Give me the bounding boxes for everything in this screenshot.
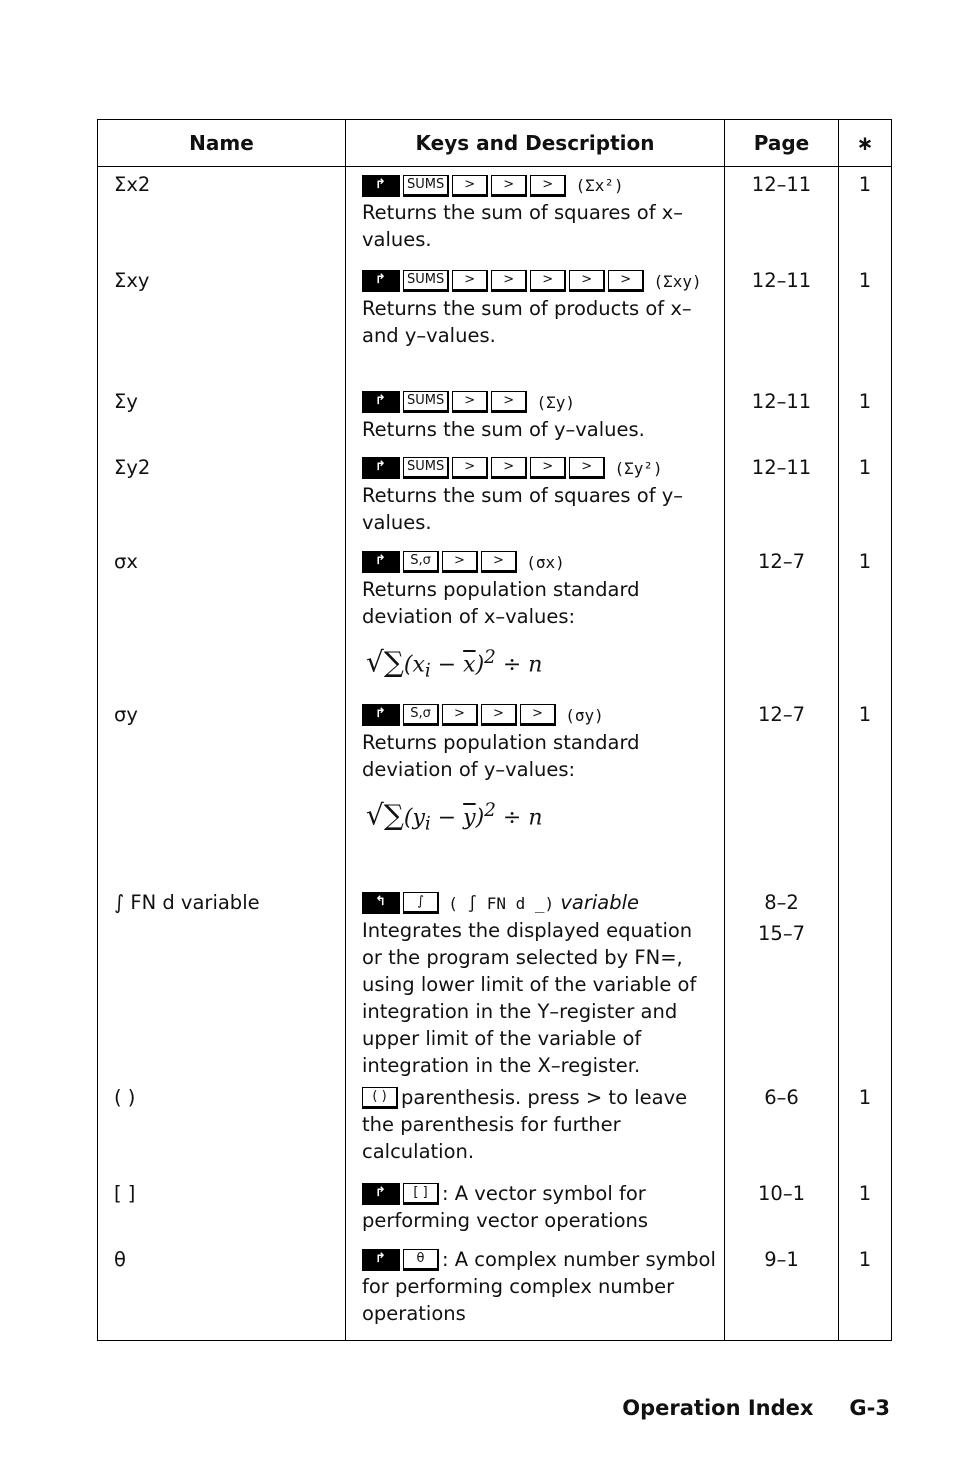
formula-mean: $\overline{y}$ xyxy=(463,804,476,830)
operation-description: Returns the sum of products of x–and y–values. xyxy=(362,296,692,347)
key-sequence xyxy=(362,267,716,295)
calculator-key: SUMS xyxy=(403,457,449,479)
calculator-key: > xyxy=(452,457,488,479)
operation-name-cell xyxy=(98,544,346,697)
operation-description: Returns the sum of y–values. xyxy=(362,417,645,441)
page-reference: 6–6 xyxy=(764,1085,799,1109)
operation-name-cell xyxy=(98,1176,346,1242)
header-star: ∗ xyxy=(839,120,892,167)
star-note: 1 xyxy=(858,173,872,196)
calculator-key: > xyxy=(491,175,527,197)
shift-key: ↱ xyxy=(362,391,400,413)
table-row xyxy=(98,1176,892,1242)
square-root-sigma-symbol: √∑ xyxy=(366,644,404,678)
calculator-key: > xyxy=(491,270,527,292)
calculator-key: > xyxy=(491,457,527,479)
deviation-formula: $√\sum(y_i - \overline{y})^2 \div n$ xyxy=(366,797,543,835)
operation-description: Returns population standard deviation of x–values: xyxy=(362,577,640,628)
operation-name: θ xyxy=(114,1247,126,1271)
operation-description: : A vector symbol for performing vector operations xyxy=(362,1181,649,1232)
page-reference: 9–1 xyxy=(764,1247,799,1271)
display-readout: (Σxy) xyxy=(653,271,702,291)
operation-name-cell xyxy=(98,869,346,1080)
key-sequence xyxy=(362,548,716,576)
star-note: 1 xyxy=(858,1085,872,1109)
operation-name-cell xyxy=(98,384,346,450)
formula-mean: $\overline{x}$ xyxy=(463,651,476,677)
display-readout: (σx) xyxy=(526,552,565,572)
star-note-cell xyxy=(839,1242,892,1341)
calculator-key: > xyxy=(452,175,488,197)
page-reference-cell xyxy=(725,450,839,544)
page-reference: 12–11 xyxy=(751,455,812,479)
key-sequence xyxy=(362,1086,401,1109)
calculator-key: > xyxy=(481,704,517,726)
formula-divide: ÷ xyxy=(502,804,522,830)
key-sequence xyxy=(362,701,716,729)
display-readout: ( ∫ FN d _) xyxy=(448,893,555,913)
calculator-key: > xyxy=(608,270,644,292)
formula-variable: y xyxy=(412,804,425,830)
table-row xyxy=(98,1242,892,1341)
operation-name-cell xyxy=(98,167,346,263)
operation-description: parenthesis. press > to leave the parenthesis for further calculation. xyxy=(362,1085,688,1163)
operation-name: ( ) xyxy=(114,1085,136,1109)
operation-name: Σx2 xyxy=(114,173,151,196)
operation-index-table xyxy=(97,119,892,1341)
operation-name: σy xyxy=(114,702,138,726)
operation-description: Returns population standard deviation of y–values: xyxy=(362,730,640,781)
calculator-key: S,σ xyxy=(403,551,439,573)
keys-description-cell xyxy=(346,1080,725,1176)
keys-description-cell xyxy=(346,384,725,450)
page-footer xyxy=(622,1396,890,1420)
operation-name: σx xyxy=(114,549,138,573)
keys-description-cell xyxy=(346,697,725,869)
table-row xyxy=(98,1080,892,1176)
keys-description-cell xyxy=(346,167,725,263)
display-readout: (Σx²) xyxy=(575,176,624,195)
table-row xyxy=(98,450,892,544)
calculator-key: > xyxy=(481,551,517,573)
calculator-key: ∫ xyxy=(403,892,439,914)
square-root-sigma-symbol: √∑ xyxy=(366,797,404,831)
star-note-cell xyxy=(839,697,892,869)
shift-key: ↱ xyxy=(362,457,400,479)
calculator-key: [ ] xyxy=(403,1183,439,1205)
formula-subscript: i xyxy=(424,660,431,682)
shift-key: ↱ xyxy=(362,175,400,197)
keys-description-cell xyxy=(346,544,725,697)
star-note-cell xyxy=(839,167,892,263)
keys-description-cell xyxy=(346,869,725,1080)
footer-section-title: Operation Index xyxy=(622,1396,814,1420)
calculator-key: > xyxy=(569,270,605,292)
key-sequence xyxy=(362,454,716,482)
operation-description: Returns the sum of squares of y–values. xyxy=(362,483,684,534)
calculator-key: > xyxy=(442,704,478,726)
header-name: Name xyxy=(98,120,346,167)
calculator-key: > xyxy=(530,270,566,292)
calculator-key: > xyxy=(452,270,488,292)
keys-description-cell xyxy=(346,1176,725,1242)
table-row xyxy=(98,263,892,384)
page-reference: 15–7 xyxy=(758,921,805,945)
key-sequence xyxy=(362,388,716,416)
calculator-key: > xyxy=(452,391,488,413)
page-reference-cell xyxy=(725,167,839,263)
star-note: 1 xyxy=(858,1247,872,1271)
star-note: 1 xyxy=(858,1181,872,1205)
shift-key: ↱ xyxy=(362,704,400,726)
table-row xyxy=(98,697,892,869)
page-reference: 8–2 xyxy=(764,890,799,914)
header-keys-description: Keys and Description xyxy=(346,120,725,167)
display-readout: (σy) xyxy=(565,705,604,725)
operation-name: Σy2 xyxy=(114,455,151,479)
operation-name-cell xyxy=(98,263,346,384)
operation-name-cell xyxy=(98,697,346,869)
operation-description: Integrates the displayed equation or the program selected by FN=, using lower limit of the variable of integration in the Y–register and upper limit of the variable of integration in the X–register. xyxy=(362,918,697,1077)
deviation-formula: $√\sum(x_i - \overline{x})^2 \div n$ xyxy=(366,644,543,682)
page-reference-cell xyxy=(725,544,839,697)
key-sequence xyxy=(362,889,716,917)
shift-key: ↰ xyxy=(362,892,400,914)
keys-description-cell xyxy=(346,450,725,544)
page-reference: 12–7 xyxy=(758,702,805,726)
star-note-cell xyxy=(839,263,892,384)
page-reference: 12–11 xyxy=(751,268,812,292)
display-readout: (Σy²) xyxy=(614,458,663,478)
shift-key: ↱ xyxy=(362,1249,400,1271)
calculator-key: > xyxy=(569,457,605,479)
formula-variable: x xyxy=(412,651,425,677)
formula-exponent: 2 xyxy=(484,799,496,821)
table-header-row xyxy=(98,120,892,167)
page-reference-cell xyxy=(725,869,839,1080)
shift-key: ↱ xyxy=(362,270,400,292)
calculator-key: SUMS xyxy=(403,270,449,292)
keys-description-cell xyxy=(346,263,725,384)
calculator-key: > xyxy=(520,704,556,726)
key-sequence xyxy=(362,1182,442,1205)
display-suffix: variable xyxy=(560,890,640,914)
page-reference-cell xyxy=(725,1176,839,1242)
key-sequence xyxy=(362,1248,442,1271)
footer-page-number: G-3 xyxy=(849,1396,890,1420)
calculator-key: S,σ xyxy=(403,704,439,726)
calculator-key: θ xyxy=(403,1249,439,1271)
star-note: 1 xyxy=(858,268,872,292)
formula-divide: ÷ xyxy=(502,651,522,677)
star-note: 1 xyxy=(858,455,872,479)
operation-description: Returns the sum of squares of x–values. xyxy=(362,201,684,251)
page-reference: 10–1 xyxy=(758,1181,805,1205)
page-reference-cell xyxy=(725,384,839,450)
page-reference-cell xyxy=(725,1242,839,1341)
star-note: 1 xyxy=(858,702,872,726)
operation-name: ∫ FN d variable xyxy=(114,890,260,914)
page-reference-cell xyxy=(725,1080,839,1176)
star-note: 1 xyxy=(858,549,872,573)
calculator-key: > xyxy=(442,551,478,573)
shift-key: ↱ xyxy=(362,551,400,573)
page-reference: 12–11 xyxy=(751,173,812,196)
calculator-key: > xyxy=(530,457,566,479)
operation-description: : A complex number symbol for performing complex number operations xyxy=(362,1247,716,1325)
formula-n: n xyxy=(528,804,543,830)
formula-exponent: 2 xyxy=(484,646,496,668)
calculator-key: ( ) xyxy=(362,1087,398,1109)
page-reference: 12–7 xyxy=(758,549,805,573)
star-note: 1 xyxy=(858,389,872,413)
star-note-cell xyxy=(839,384,892,450)
page-reference-cell xyxy=(725,263,839,384)
operation-name-cell xyxy=(98,1242,346,1341)
page-reference: 12–11 xyxy=(751,389,812,413)
calculator-key: > xyxy=(491,391,527,413)
operation-name-cell xyxy=(98,450,346,544)
calculator-key: SUMS xyxy=(403,175,449,197)
star-note-cell xyxy=(839,1176,892,1242)
formula-subscript: i xyxy=(424,813,431,835)
keys-description-cell xyxy=(346,1242,725,1341)
header-page: Page xyxy=(725,120,839,167)
display-readout: (Σy) xyxy=(536,392,575,412)
shift-key: ↱ xyxy=(362,1183,400,1205)
star-note-cell xyxy=(839,869,892,1080)
calculator-key: > xyxy=(530,175,566,197)
star-note-cell xyxy=(839,450,892,544)
operation-name: Σxy xyxy=(114,268,150,292)
table-row xyxy=(98,384,892,450)
star-note-cell xyxy=(839,544,892,697)
key-sequence xyxy=(362,171,716,199)
page-reference-cell xyxy=(725,697,839,869)
table-row xyxy=(98,869,892,1080)
table-row xyxy=(98,544,892,697)
star-note-cell xyxy=(839,1080,892,1176)
formula-n: n xyxy=(528,651,543,677)
calculator-key: SUMS xyxy=(403,391,449,413)
operation-name: Σy xyxy=(114,389,138,413)
operation-name: [ ] xyxy=(114,1181,136,1205)
table-row xyxy=(98,167,892,263)
operation-name-cell xyxy=(98,1080,346,1176)
